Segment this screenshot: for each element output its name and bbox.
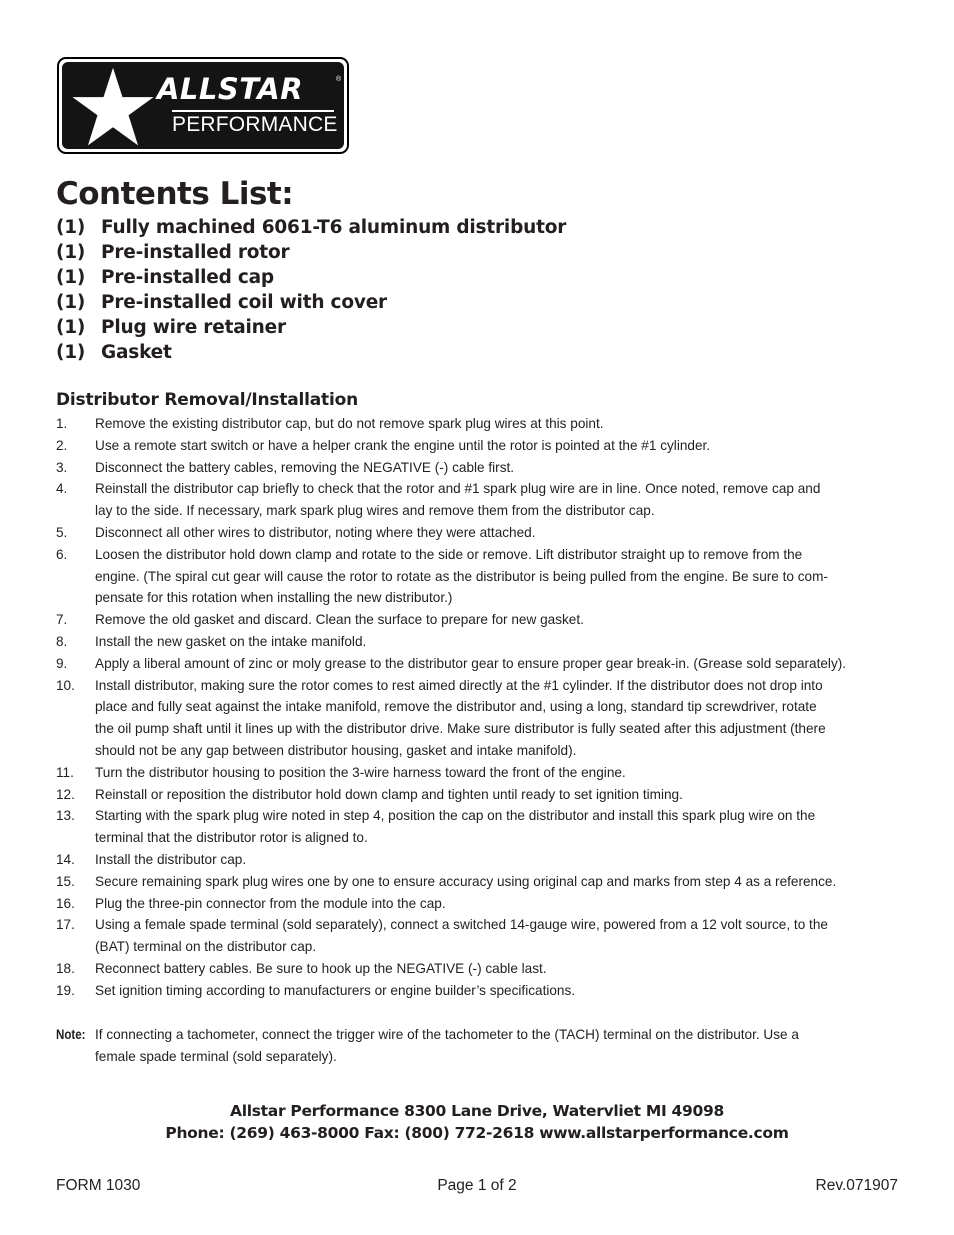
step-line: pensate for this rotation when installing the new distributor.) [95,590,453,606]
item-quantity: (1) [56,292,86,313]
item-quantity: (1) [56,267,86,288]
step-line: should not be any gap between distributor housing, gasket and intake manifold). [95,742,577,758]
item-quantity: (1) [56,342,86,363]
contact-block [0,1100,954,1144]
note-line: female spade terminal (sold separately). [95,1048,337,1064]
step-number: 19. [56,982,75,998]
step-number: 12. [56,786,75,802]
contents-item [56,265,566,290]
item-text: Fully machined 6061-T6 aluminum distributor [101,217,567,238]
instruction-step [56,544,906,609]
item-text: Gasket [101,342,172,363]
step-number: 9. [56,655,68,671]
step-line: Plug the three-pin connector from the module into the cap. [95,895,446,911]
step-number: 14. [56,851,75,867]
revision-number: Rev.071907 [815,1177,898,1194]
instruction-step [56,478,906,522]
step-number: 4. [56,481,68,497]
tachometer-note [56,1024,906,1068]
step-number: 3. [56,459,68,475]
step-line: Reinstall or reposition the distributor hold down clamp and tighten until ready to set ignition timing. [95,786,683,802]
step-number: 5. [56,524,68,540]
instruction-step [56,849,906,871]
instruction-step [56,784,906,806]
instruction-step [56,435,906,457]
step-line: Install the distributor cap. [95,851,247,867]
logo-badge [62,62,344,149]
instruction-step [56,871,906,893]
item-text: Pre-installed rotor [101,242,290,263]
contents-item [56,215,566,240]
logo-subtitle: PERFORMANCE [172,113,338,136]
form-number: FORM 1030 [56,1177,141,1194]
step-number: 16. [56,895,75,911]
note-label: Note: [56,1027,86,1042]
step-line: Remove the old gasket and discard. Clean the surface to prepare for new gasket. [95,612,584,628]
instruction-step [56,958,906,980]
step-line: Reinstall the distributor cap briefly to check that the rotor and #1 spark plug wire are in line. Once noted, remove cap and [95,481,821,497]
step-line: lay to the side. If necessary, mark spark plug wires and remove them from the distributor cap. [95,503,655,519]
item-quantity: (1) [56,242,86,263]
item-text: Pre-installed cap [101,267,274,288]
step-number: 1. [56,416,68,431]
company-address: Allstar Performance 8300 Lane Drive, Watervliet MI 49098 [230,1102,724,1120]
instruction-step [56,980,906,1002]
instruction-steps [56,413,906,1002]
page-indicator: Page 1 of 2 [437,1177,517,1194]
step-line: engine. (The spiral cut gear will cause the rotor to rotate as the distributor is being pulled from the engine. Be sure to com- [95,568,828,584]
instruction-step [56,893,906,915]
contents-list [56,215,566,365]
step-line: Loosen the distributor hold down clamp and rotate to the side or remove. Lift distributor straight up to remove from the [95,546,803,562]
step-line: Reconnect battery cables. Be sure to hook up the NEGATIVE (-) cable last. [95,960,547,976]
instruction-step [56,522,906,544]
step-number: 17. [56,917,75,933]
step-line: Remove the existing distributor cap, but do not remove spark plug wires at this point. [95,416,604,431]
instruction-step [56,762,906,784]
step-line: Using a female spade terminal (sold separately), connect a switched 14-gauge wire, powered from a 12 volt source, to the [95,917,828,933]
step-line: place and fully seat against the intake manifold, remove the distributor and, using a long, standard tip screwdriver, rotate [95,699,817,715]
step-line: terminal that the distributor rotor is aligned to. [95,830,368,846]
instruction-step [56,675,906,762]
step-line: Apply a liberal amount of zinc or moly grease to the distributor gear to ensure proper gear break-in. (Grease sold separately). [95,655,847,671]
instruction-step [56,914,906,958]
item-quantity: (1) [56,217,86,238]
step-number: 13. [56,808,75,824]
step-number: 7. [56,612,68,628]
instruction-step [56,413,906,435]
step-number: 11. [56,764,74,780]
instruction-step [56,457,906,479]
step-line: Set ignition timing according to manufacturers or engine builder’s specifications. [95,982,576,998]
step-line: Disconnect all other wires to distributor, noting where they were attached. [95,524,536,540]
step-line: Install the new gasket on the intake manifold. [95,633,367,649]
step-line: Secure remaining spark plug wires one by one to ensure accuracy using original cap and marks from step 4 as a reference. [95,873,837,889]
step-number: 15. [56,873,75,889]
instruction-step [56,609,906,631]
instruction-step [56,805,906,849]
contents-item [56,290,566,315]
step-line: Use a remote start switch or have a helper crank the engine until the rotor is pointed at the #1 cylinder. [95,437,711,453]
item-text: Pre-installed coil with cover [101,292,387,313]
step-line: Disconnect the battery cables, removing the NEGATIVE (-) cable first. [95,459,515,475]
contents-title: Contents List: [56,176,294,212]
contents-item [56,240,566,265]
step-number: 6. [56,546,68,562]
step-number: 2. [56,437,68,453]
phone-fax-website: Phone: (269) 463-8000 Fax: (800) 772-2618 www.allstarperformance.com [165,1124,789,1142]
step-line: (BAT) terminal on the distributor cap. [95,939,317,955]
step-line: Starting with the spark plug wire noted in step 4, position the cap on the distributor and install this spark plug wire on the [95,808,816,824]
logo-brand-text: ALLSTAR [156,72,304,106]
instruction-step [56,653,906,675]
step-line: Turn the distributor housing to position the 3-wire harness toward the front of the engine. [95,764,626,780]
step-line: Install distributor, making sure the rotor comes to rest aimed directly at the #1 cylinder. If the distributor does not drop into [95,677,823,693]
item-text: Plug wire retainer [101,317,286,338]
registered-mark: ® [336,76,342,83]
contents-item [56,340,566,365]
contents-item [56,315,566,340]
step-number: 18. [56,960,75,976]
allstar-performance-logo [57,57,349,154]
note-line: If connecting a tachometer, connect the trigger wire of the tachometer to the (TACH) terminal on the distributor. Use a [95,1027,799,1042]
instruction-step [56,631,906,653]
step-line: the oil pump shaft until it lines up with the distributor drive. Make sure distributor is fully seated after this adjustment (there [95,721,826,737]
instructions-heading: Distributor Removal/Installation [56,390,358,410]
step-number: 10. [56,677,75,693]
item-quantity: (1) [56,317,86,338]
step-number: 8. [56,633,68,649]
